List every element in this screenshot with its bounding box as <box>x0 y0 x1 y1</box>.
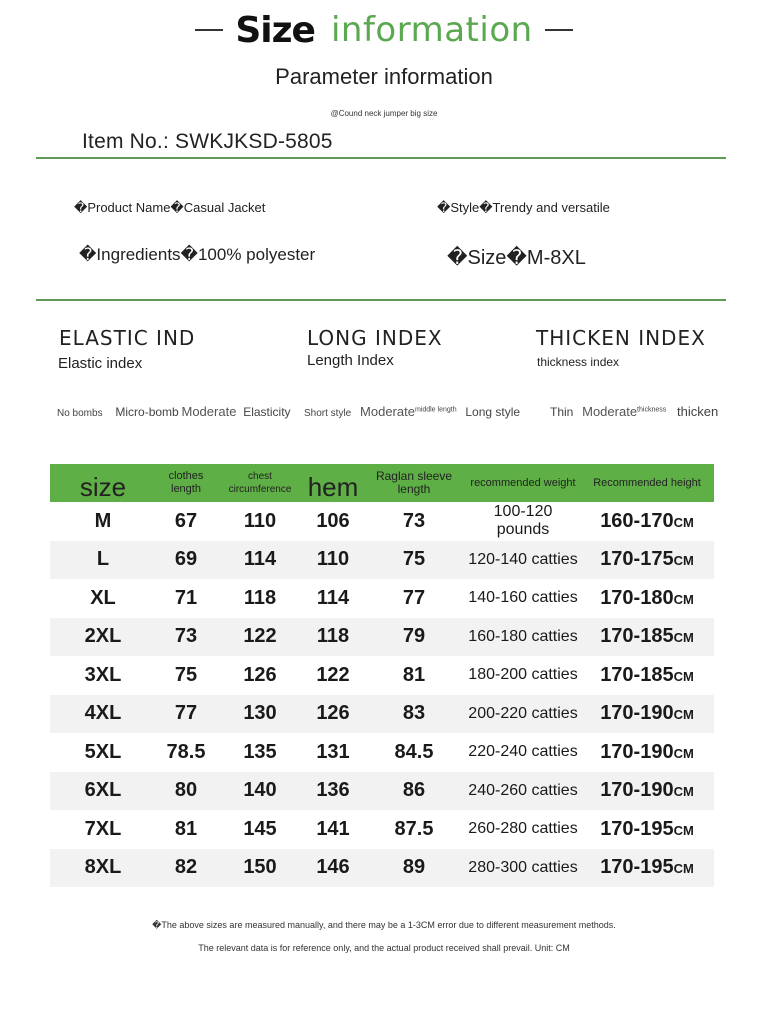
cell-clothes-length: 71 <box>174 586 198 609</box>
length-scale-1: Short style <box>304 408 352 419</box>
cell-weight: 260-280 catties <box>468 820 578 838</box>
cell-weight: 140-160 catties <box>468 589 578 607</box>
table-row <box>50 502 714 541</box>
cell-hem: 118 <box>316 625 350 648</box>
title-size-word: Size <box>235 9 315 51</box>
unit-cm: CM <box>673 707 694 723</box>
thickness-scale-1: Thin <box>550 405 574 419</box>
table-row <box>50 733 714 772</box>
header-hem: hem <box>307 471 359 502</box>
header-clothes-length: clothes length <box>168 470 204 495</box>
unit-cm: CM <box>673 784 694 800</box>
cell-hem: 136 <box>316 779 350 802</box>
unit-cm: CM <box>673 668 694 684</box>
cell-clothes-length: 67 <box>174 509 198 532</box>
cell-size: XL <box>90 586 116 609</box>
cell-clothes-length: 81 <box>174 817 198 840</box>
unit-cm: CM <box>673 861 694 877</box>
thickness-scale-2: Moderate <box>582 404 638 419</box>
cell-chest: 140 <box>243 779 277 802</box>
cell-size: 7XL <box>84 817 122 840</box>
table-row <box>50 618 714 657</box>
cell-height <box>580 510 714 533</box>
cell-chest: 150 <box>243 856 277 879</box>
height-value: 170-185 <box>600 625 674 648</box>
cell-chest: 118 <box>243 586 277 609</box>
header-raglan-sleeve: Raglan sleeve length <box>375 469 453 496</box>
cell-clothes-length: 77 <box>174 702 198 725</box>
unit-cm: CM <box>673 822 694 838</box>
unit-cm: CM <box>673 591 694 607</box>
height-value: 170-195 <box>600 817 674 840</box>
cell-chest: 114 <box>243 548 277 571</box>
cell-weight: 240-260 catties <box>468 781 578 799</box>
cell-chest: 130 <box>243 702 277 725</box>
elastic-scale-3: Moderate <box>181 404 237 419</box>
elastic-scale <box>57 404 291 419</box>
header-chest: chest circumference <box>228 471 292 495</box>
cell-hem: 122 <box>316 663 350 686</box>
product-ingredients: �Ingredients�100% polyester <box>79 245 316 264</box>
height-value: 170-185 <box>600 663 674 686</box>
cell-chest: 126 <box>243 663 277 686</box>
cell-chest: 110 <box>243 509 277 532</box>
cell-hem: 141 <box>316 817 350 840</box>
cell-weight: 100-120 pounds <box>493 503 553 539</box>
cell-size: M <box>94 509 112 532</box>
thickness-scale-4: thicken <box>677 404 719 419</box>
cell-clothes-length: 75 <box>174 663 198 686</box>
product-style: �Style�Trendy and versatile <box>437 200 610 215</box>
thicken-index-sub: thickness index <box>537 355 620 369</box>
cell-height <box>580 548 714 571</box>
table-row <box>50 849 714 888</box>
title-dash-right <box>545 29 573 31</box>
cell-chest: 145 <box>243 817 277 840</box>
table-header <box>50 464 714 502</box>
cell-size: 4XL <box>84 702 122 725</box>
table-body <box>50 502 714 887</box>
height-value: 160-170 <box>600 509 674 532</box>
header-size: size <box>79 471 127 502</box>
table-row <box>50 656 714 695</box>
cell-clothes-length: 82 <box>174 856 198 879</box>
cell-raglan-sleeve: 73 <box>402 509 426 532</box>
divider-top <box>36 157 726 159</box>
table-row <box>50 695 714 734</box>
long-index-heading: LONG INDEX <box>307 326 443 350</box>
cell-height <box>580 587 714 610</box>
unit-cm: CM <box>673 745 694 761</box>
cell-weight: 220-240 catties <box>468 743 578 761</box>
title-dash-left <box>195 29 223 31</box>
cell-size: 5XL <box>84 740 122 763</box>
cell-clothes-length: 69 <box>174 548 198 571</box>
elastic-scale-2: Micro-bomb <box>115 405 179 419</box>
length-scale-2: Moderate <box>360 404 415 419</box>
height-value: 170-190 <box>600 740 674 763</box>
unit-cm: CM <box>673 514 694 530</box>
cell-height <box>580 779 714 802</box>
cell-clothes-length: 73 <box>174 625 198 648</box>
thickness-scale <box>550 404 718 419</box>
reference-note: The relevant data is for reference only, and the actual product received shall prevail. Unit: CM <box>198 943 570 953</box>
cell-hem: 131 <box>316 740 350 763</box>
cell-size: 2XL <box>84 625 122 648</box>
tagline: @Cound neck jumper big size <box>330 109 438 118</box>
cell-size: L <box>96 548 110 571</box>
height-value: 170-195 <box>600 856 674 879</box>
height-value: 170-175 <box>600 548 674 571</box>
length-scale-3: middle length <box>414 406 457 414</box>
cell-size: 8XL <box>84 856 122 879</box>
cell-raglan-sleeve: 86 <box>402 779 426 802</box>
height-value: 170-180 <box>600 586 674 609</box>
divider-middle <box>36 299 726 301</box>
parameter-information-heading: Parameter information <box>275 64 493 89</box>
header-recommended-weight: recommended weight <box>470 476 576 489</box>
cell-height <box>580 625 714 648</box>
cell-hem: 146 <box>316 856 350 879</box>
elastic-scale-4: Elasticity <box>243 405 291 419</box>
cell-raglan-sleeve: 79 <box>402 625 426 648</box>
cell-weight: 120-140 catties <box>468 550 578 568</box>
cell-height <box>580 664 714 687</box>
table-row <box>50 810 714 849</box>
long-index-sub: Length Index <box>307 352 394 369</box>
measurement-note: �The above sizes are measured manually, and there may be a 1-3CM error due to different measurement methods. <box>152 920 616 930</box>
cell-chest: 122 <box>243 625 277 648</box>
elastic-index-heading: ELASTIC IND <box>59 326 196 350</box>
cell-height <box>580 741 714 764</box>
cell-height <box>580 702 714 725</box>
cell-height <box>580 818 714 841</box>
table-row <box>50 579 714 618</box>
item-number: Item No.: SWKJKSD-5805 <box>82 130 333 153</box>
cell-weight: 280-300 catties <box>468 858 578 876</box>
thickness-scale-3: thickness <box>637 406 667 414</box>
cell-weight: 200-220 catties <box>468 704 578 722</box>
height-value: 170-190 <box>600 779 674 802</box>
cell-raglan-sleeve: 81 <box>402 663 426 686</box>
title-information-word: information <box>330 10 533 50</box>
cell-raglan-sleeve: 89 <box>402 856 426 879</box>
size-information-title <box>0 8 768 52</box>
cell-raglan-sleeve: 77 <box>402 586 426 609</box>
cell-clothes-length: 78.5 <box>166 740 206 763</box>
product-name: �Product Name�Casual Jacket <box>74 200 266 215</box>
header-recommended-height: Recommended height <box>593 476 701 489</box>
table-row <box>50 772 714 811</box>
cell-clothes-length: 80 <box>174 779 198 802</box>
size-table <box>50 464 714 887</box>
cell-weight: 180-200 catties <box>468 666 578 684</box>
elastic-scale-1: No bombs <box>57 408 103 419</box>
elastic-index-sub: Elastic index <box>58 355 143 372</box>
unit-cm: CM <box>673 553 694 569</box>
cell-raglan-sleeve: 87.5 <box>394 817 434 840</box>
length-scale <box>304 404 520 419</box>
cell-raglan-sleeve: 84.5 <box>394 740 434 763</box>
cell-hem: 114 <box>316 586 350 609</box>
table-row <box>50 541 714 580</box>
cell-weight: 160-180 catties <box>468 627 578 645</box>
height-value: 170-190 <box>600 702 674 725</box>
unit-cm: CM <box>673 630 694 646</box>
cell-size: 6XL <box>84 779 122 802</box>
cell-hem: 110 <box>316 548 350 571</box>
thicken-index-heading: THICKEN INDEX <box>536 326 706 350</box>
length-scale-4: Long style <box>465 405 521 419</box>
cell-hem: 126 <box>316 702 350 725</box>
cell-hem: 106 <box>316 509 350 532</box>
cell-height <box>580 856 714 879</box>
cell-raglan-sleeve: 75 <box>402 548 426 571</box>
cell-raglan-sleeve: 83 <box>402 702 426 725</box>
product-size-range: �Size�M-8XL <box>447 247 586 269</box>
cell-size: 3XL <box>84 663 122 686</box>
cell-chest: 135 <box>243 740 277 763</box>
